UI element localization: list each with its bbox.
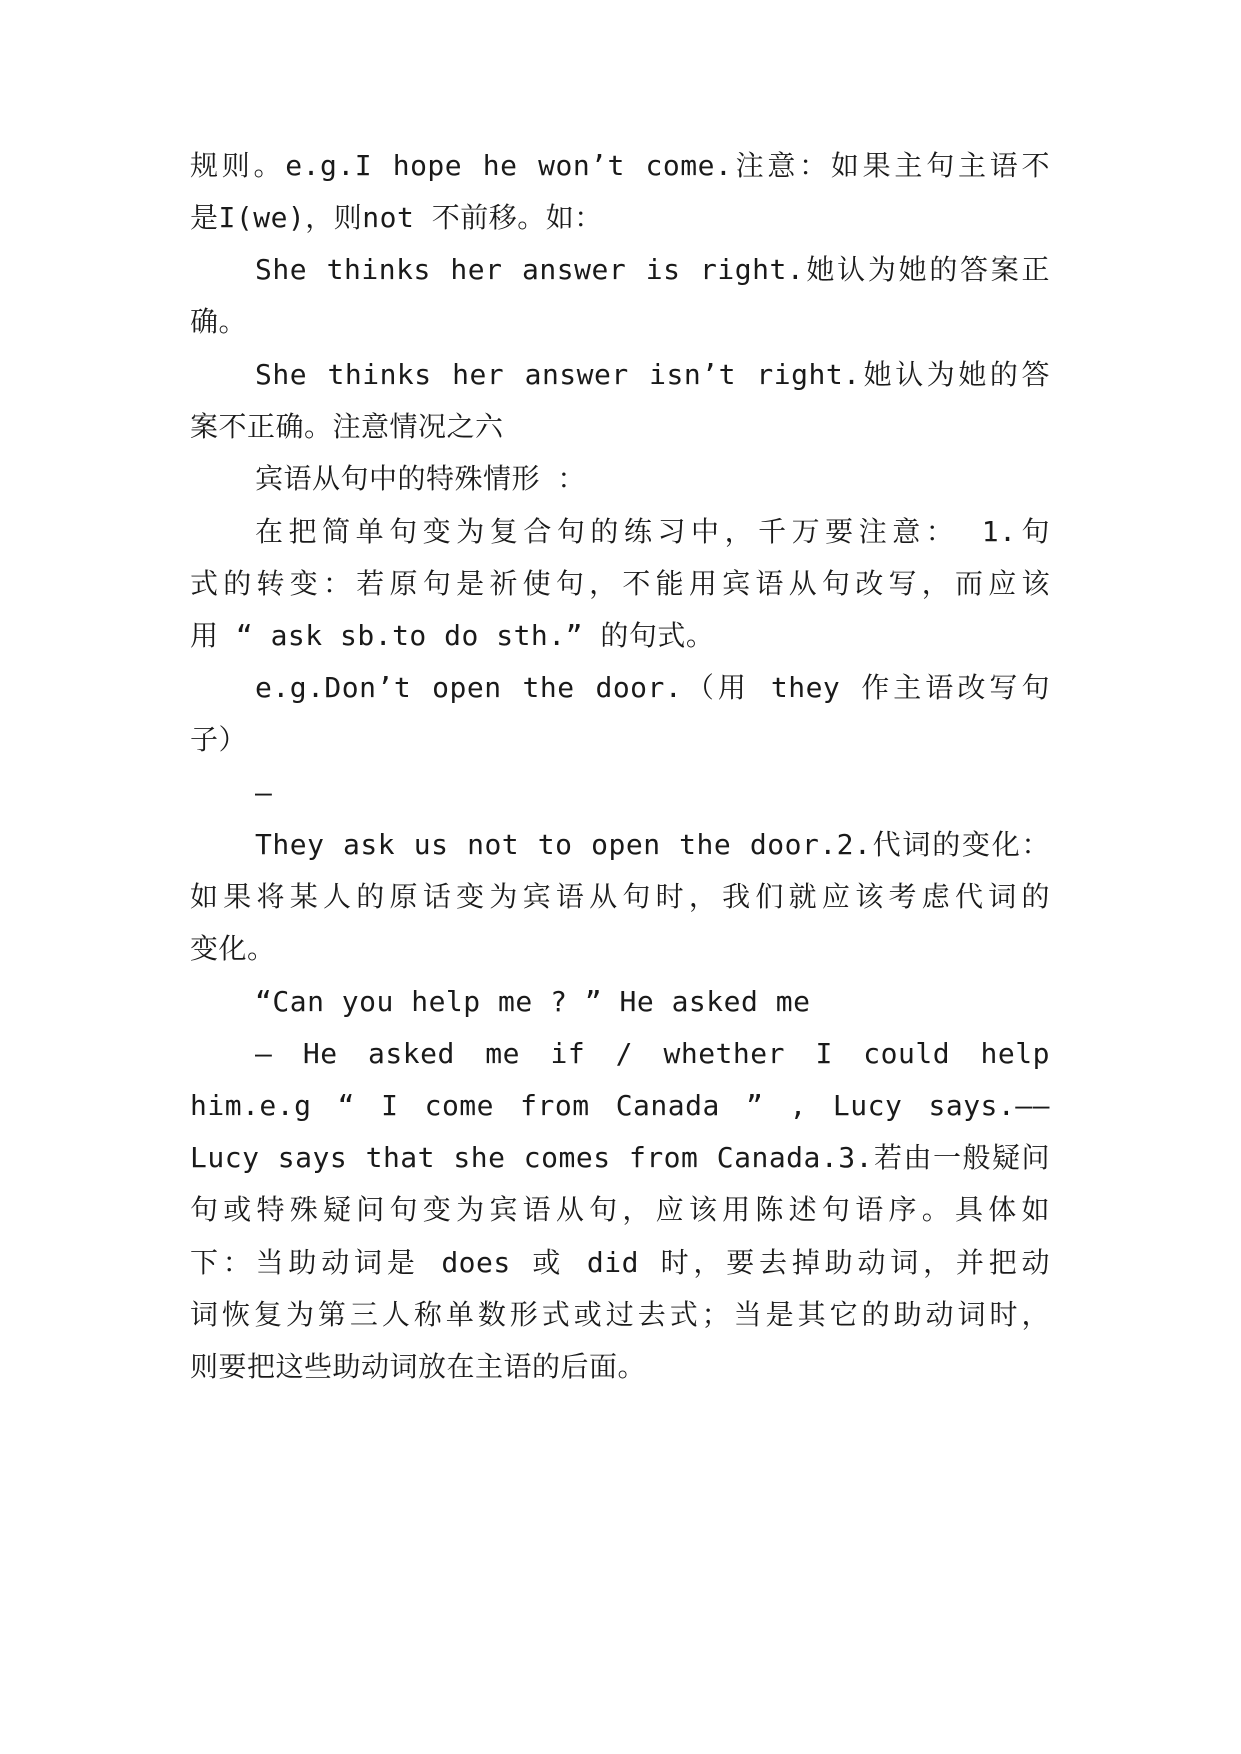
text-line: She thinks her answer isn’t right.她认为她的答: [255, 358, 1050, 391]
text-line: him.e.g “ I come from Canada ” , Lucy says.——: [190, 1089, 1050, 1122]
text-line: 则要把这些助动词放在主语的后面。: [190, 1350, 647, 1383]
text-line: “Can you help me ? ” He asked me: [255, 985, 811, 1018]
text-line: 确。: [190, 305, 248, 338]
text-line: 下：当助动词是 does 或 did 时，要去掉助动词，并把动: [190, 1246, 1050, 1279]
text-line: e.g.Don’t open the door.（用 they 作主语改写句: [255, 671, 1050, 704]
section-heading: 宾语从句中的特殊情形 ：: [255, 462, 586, 495]
dash-line: —: [255, 776, 273, 809]
text-line: 变化。: [190, 932, 276, 965]
text-line: 子）: [190, 723, 248, 756]
text-line: — He asked me if / whether I could help: [255, 1037, 1050, 1070]
text-line: 式的转变：若原句是祈使句，不能用宾语从句改写，而应该: [190, 567, 1050, 600]
text-line: 规则。e.g.I hope he won’t come.注意：如果主句主语不: [190, 149, 1050, 182]
text-line: 案不正确。注意情况之六: [190, 410, 504, 443]
text-line: 用 “ ask sb.to do sth.” 的句式。: [190, 619, 715, 652]
text-line: 句或特殊疑问句变为宾语从句，应该用陈述句语序。具体如: [190, 1193, 1050, 1226]
text-line: They ask us not to open the door.2.代词的变化：: [255, 828, 1050, 861]
text-line: 是I(we)，则not 不前移。如：: [190, 201, 603, 234]
text-line: 如果将某人的原话变为宾语从句时，我们就应该考虑代词的: [190, 880, 1050, 913]
text-line: Lucy says that she comes from Canada.3.若由一般疑问: [190, 1141, 1050, 1174]
text-line: 在把简单句变为复合句的练习中，千万要注意： 1.句: [255, 515, 1050, 548]
text-line: 词恢复为第三人称单数形式或过去式；当是其它的助动词时，: [190, 1298, 1050, 1331]
text-line: She thinks her answer is right.她认为她的答案正: [255, 253, 1050, 286]
